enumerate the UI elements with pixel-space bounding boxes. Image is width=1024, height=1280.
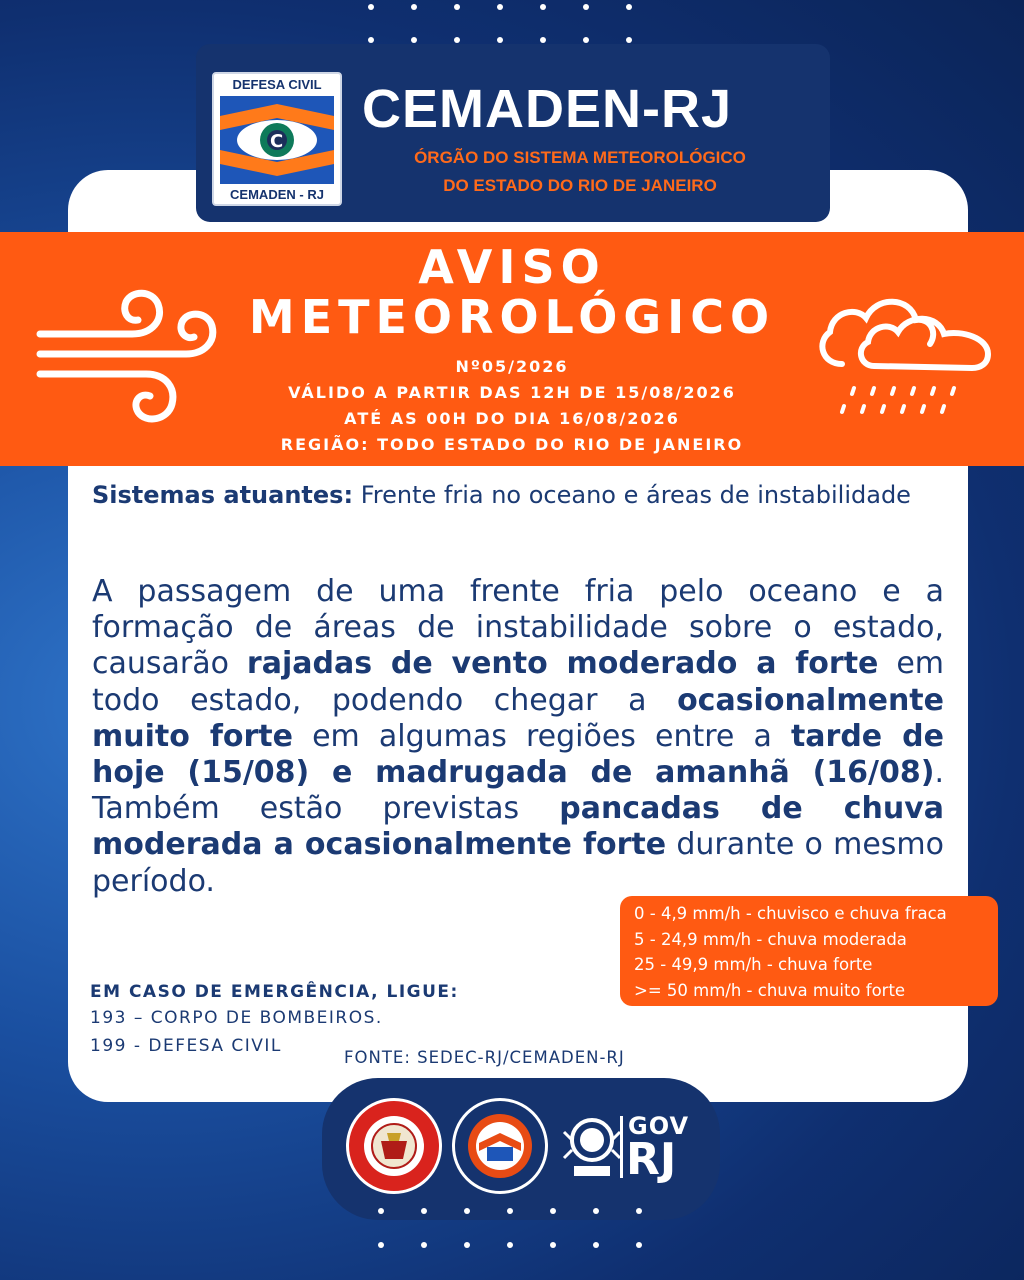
footer-logos bbox=[322, 1078, 720, 1220]
text-segment: . Também estão previstas bbox=[92, 755, 944, 827]
valid-from: VÁLIDO A PARTIR DAS 12H DE 15/08/2026 bbox=[288, 383, 736, 402]
highlight-wind: rajadas de vento moderado a forte bbox=[246, 646, 879, 682]
emergency-title: EM CASO DE EMERGÊNCIA, LIGUE: bbox=[90, 982, 459, 1002]
page-title: CEMADEN-RJ bbox=[362, 79, 733, 139]
civil-defense-phone: 199 - DEFESA CIVIL bbox=[90, 1036, 282, 1056]
banner-title-1: AVISO bbox=[418, 240, 606, 294]
rain-intensity-legend bbox=[620, 896, 998, 1006]
rj-label: RJ bbox=[626, 1134, 677, 1185]
legend-item: 5 - 24,9 mm/h - chuva moderada bbox=[634, 929, 907, 949]
gov-label: GOV bbox=[628, 1112, 690, 1140]
legend-item: >= 50 mm/h - chuva muito forte bbox=[634, 980, 906, 1000]
eye-emblem-icon bbox=[220, 96, 334, 184]
logo-top-label: DEFESA CIVIL bbox=[232, 77, 322, 92]
source-credit: FONTE: SEDEC-RJ/CEMADEN-RJ bbox=[344, 1048, 625, 1067]
text-segment: em algumas regiões entre a bbox=[293, 718, 791, 754]
logo-bottom-label: CEMADEN - RJ bbox=[230, 187, 324, 202]
rain-cloud-icon bbox=[812, 282, 1002, 422]
systems-label: Sistemas atuantes: bbox=[92, 481, 354, 509]
rj-coat-of-arms-icon bbox=[562, 1110, 622, 1186]
fire-dept-seal-icon bbox=[346, 1098, 442, 1194]
highlight-rain: pancadas de chuva moderada a ocasionalmente forte bbox=[92, 791, 945, 863]
divider bbox=[620, 1116, 623, 1178]
bottom-dots-decoration bbox=[378, 1208, 642, 1248]
highlight-period: tarde de hoje (15/08) e madrugada de amanhã (16/08) bbox=[92, 718, 944, 791]
legend-item: 0 - 4,9 mm/h - chuvisco e chuva fraca bbox=[634, 904, 947, 923]
region: REGIÃO: TODO ESTADO DO RIO DE JANEIRO bbox=[280, 435, 744, 454]
highlight-strong: ocasionalmente muito forte bbox=[92, 682, 944, 754]
valid-until: ATÉ AS 00H DO DIA 16/08/2026 bbox=[344, 409, 680, 428]
active-systems bbox=[92, 480, 932, 511]
fire-dept-phone: 193 – CORPO DE BOMBEIROS. bbox=[90, 1008, 383, 1028]
forecast-paragraph bbox=[92, 574, 944, 900]
systems-text: Frente fria no oceano e áreas de instabilidade bbox=[353, 481, 911, 509]
banner-title-2: METEOROLÓGICO bbox=[248, 290, 776, 344]
civil-defense-seal-icon bbox=[452, 1098, 548, 1194]
svg-text:C: C bbox=[270, 131, 284, 152]
legend-item: 25 - 49,9 mm/h - chuva forte bbox=[634, 955, 873, 974]
warning-number: Nº05/2026 bbox=[455, 357, 569, 376]
text-segment: A passagem de uma frente fria pelo oceano e a formação de áreas de instabilidade sobre o estado, causarão bbox=[92, 574, 944, 682]
header-subtitle-2: DO ESTADO DO RIO DE JANEIRO bbox=[443, 176, 717, 195]
text-segment: em todo estado, podendo chegar a bbox=[92, 646, 945, 718]
text-segment: durante o mesmo período. bbox=[92, 827, 944, 899]
header-subtitle-1: ÓRGÃO DO SISTEMA METEOROLÓGICO bbox=[414, 148, 746, 167]
defesa-civil-logo bbox=[212, 72, 342, 206]
warning-banner bbox=[0, 232, 1024, 466]
